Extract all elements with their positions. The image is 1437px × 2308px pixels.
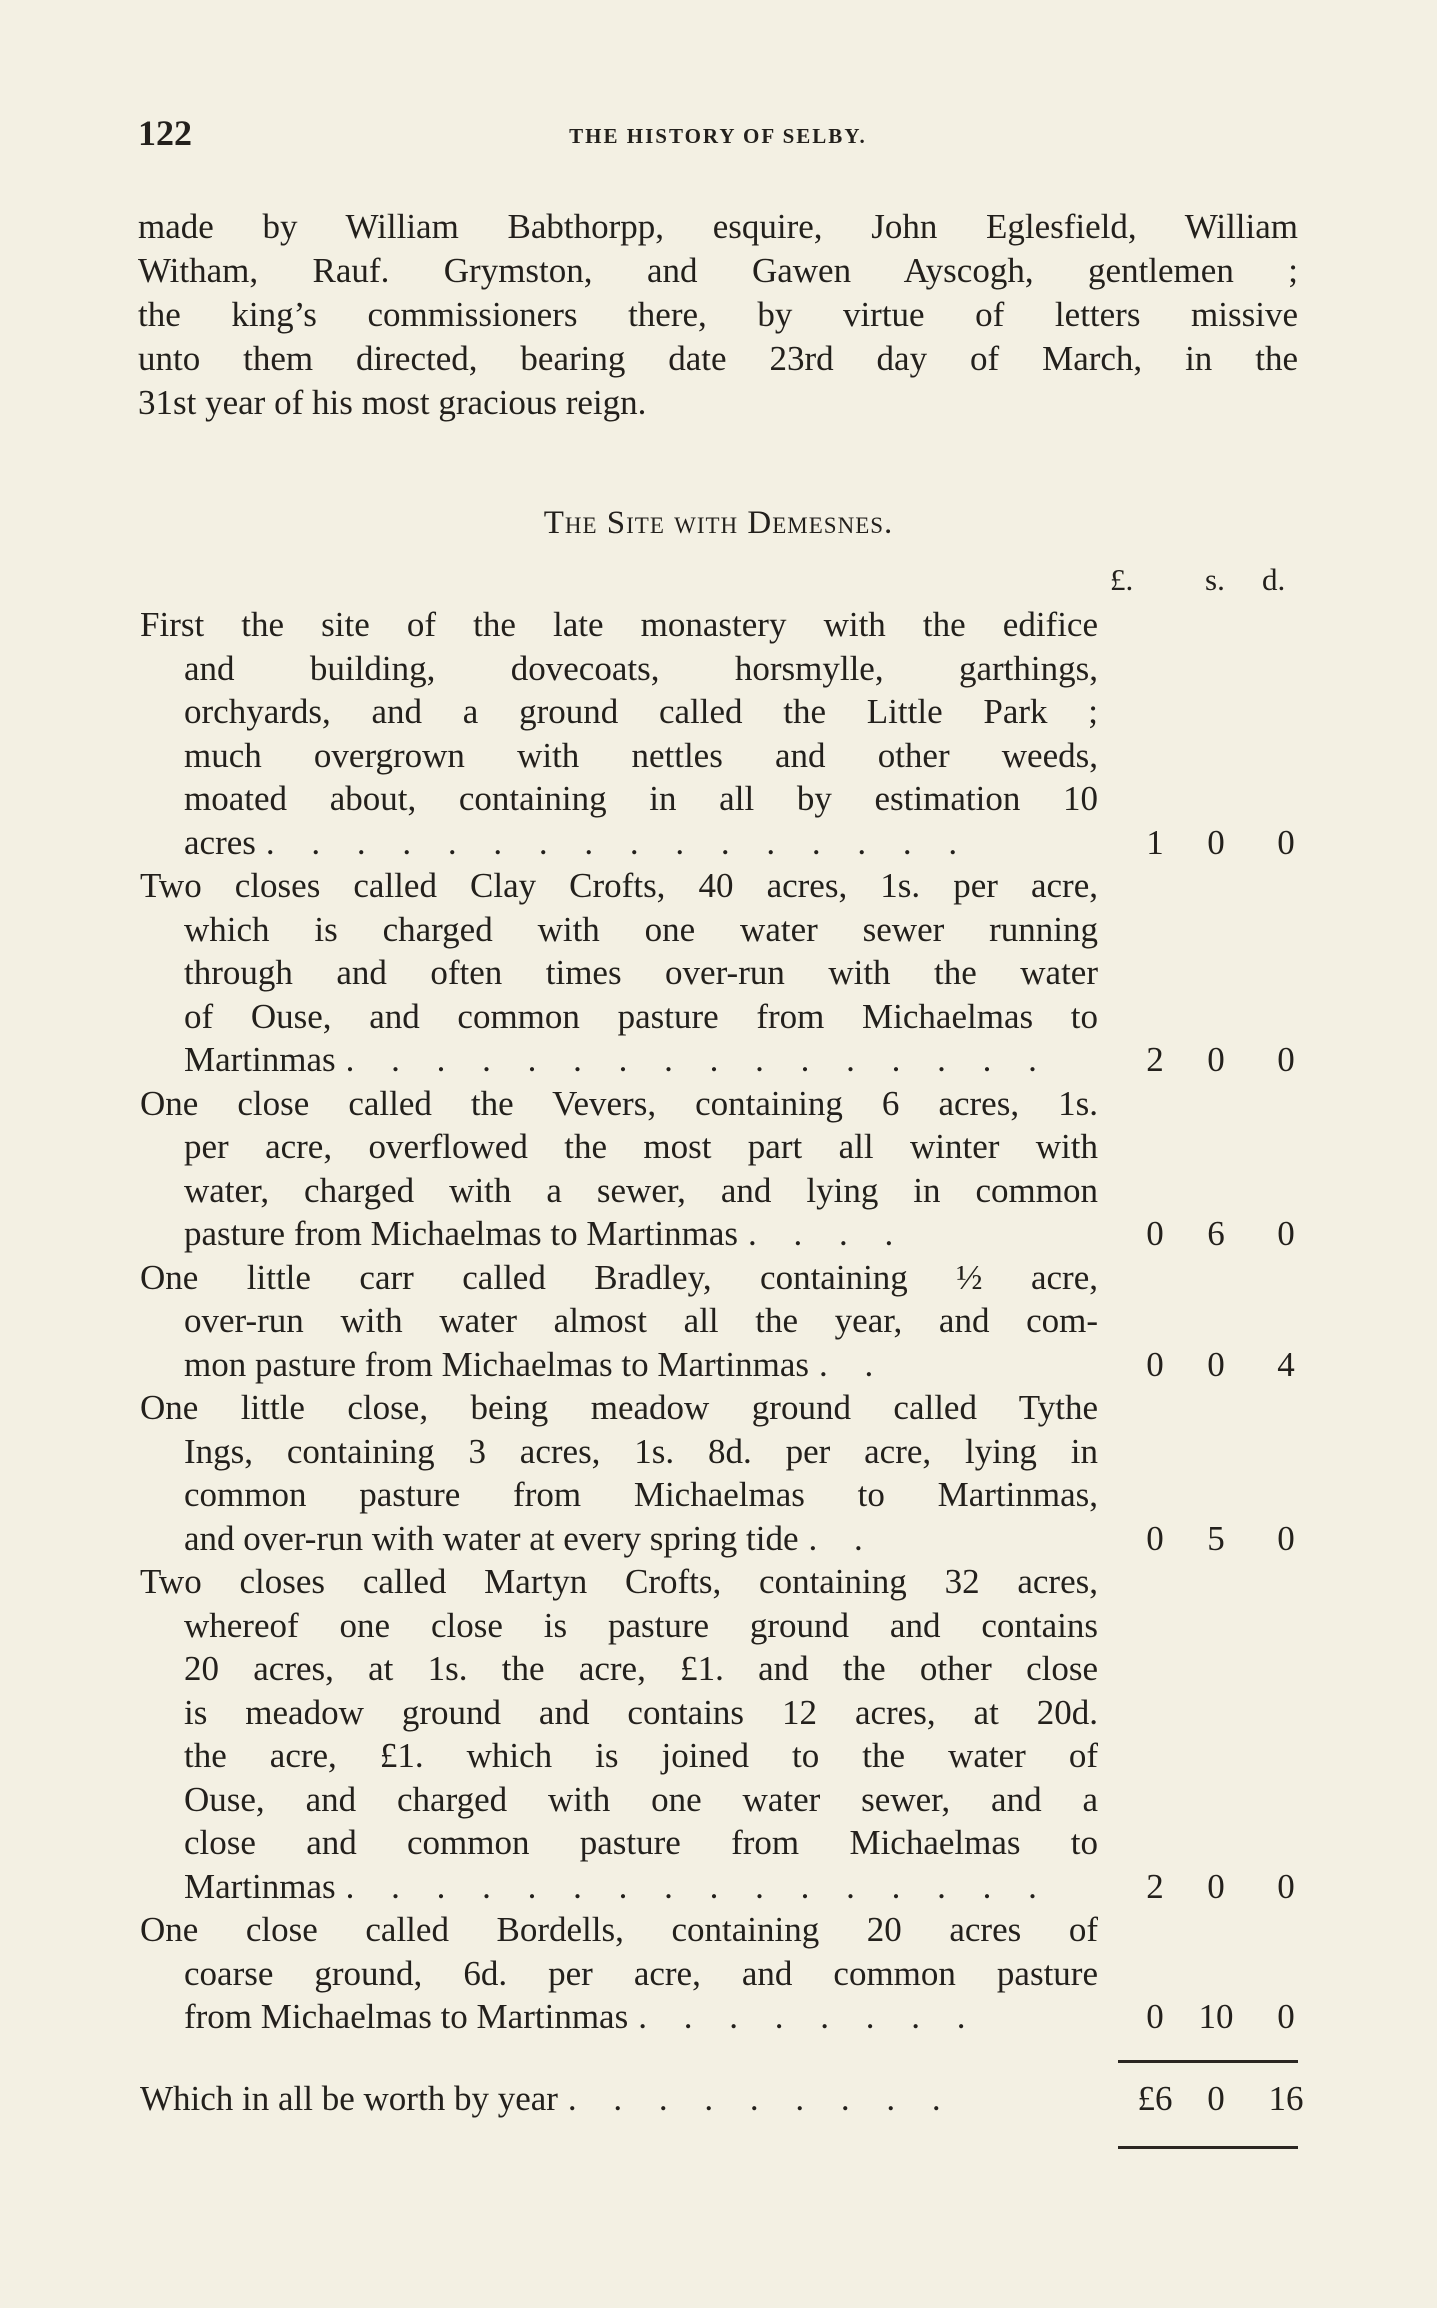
- entry-shillings: 0: [1207, 822, 1225, 862]
- pounds-column-header: £.: [1110, 562, 1134, 597]
- entry-line-text: 20 acres, at 1s. the acre, £1. and the other close: [184, 1649, 1098, 1688]
- entry-line: [0, 647, 1437, 691]
- total-label: [140, 2076, 955, 2122]
- entry-pounds: 1: [1146, 822, 1164, 862]
- total-label-text: Which in all be worth by year: [140, 2079, 558, 2118]
- total-row: [0, 2076, 1437, 2122]
- entry-shillings: 0: [1207, 1040, 1225, 1079]
- intro-line: Witham, Rauf. Grymston, and Gawen Ayscogh, gentlemen ;: [138, 251, 1298, 290]
- entry-line: [0, 908, 1437, 952]
- ledger-entry: [0, 1082, 1437, 1256]
- total-pounds: £6: [1137, 2079, 1173, 2118]
- entry-text: [184, 1734, 1098, 1778]
- entry-line-text: much overgrown with nettles and other weeds,: [184, 735, 1098, 775]
- entry-line-text: the acre, £1. which is joined to the water of: [184, 1736, 1098, 1775]
- entry-line-text: coarse ground, 6d. per acre, and common pasture: [184, 1953, 1098, 1993]
- running-title: THE HISTORY OF SELBY.: [569, 124, 867, 148]
- entry-line: [0, 1125, 1437, 1169]
- entry-line-text: Two closes called Martyn Crofts, containing 32 acres,: [140, 1562, 1098, 1601]
- entry-text: [184, 1647, 1098, 1691]
- entry-line: [0, 1386, 1437, 1430]
- entry-pence: 0: [1277, 1997, 1295, 2036]
- leader-dots: . .: [819, 1344, 888, 1384]
- running-head: [138, 112, 1298, 162]
- entry-line: [0, 734, 1437, 778]
- sum-rule-bottom: [1118, 2146, 1298, 2149]
- entry-line: [0, 1038, 1437, 1082]
- entry-text: [184, 1169, 1098, 1213]
- entry-shillings: 6: [1207, 1214, 1225, 1253]
- entry-line: [0, 690, 1437, 734]
- entry-text: [184, 1212, 1098, 1256]
- entry-text: [140, 1908, 1098, 1952]
- entry-text: [184, 1865, 1098, 1909]
- page-number: 122: [138, 113, 192, 153]
- entry-line-text: One little close, being meadow ground called Tythe: [140, 1388, 1098, 1427]
- entry-line: [0, 1212, 1437, 1256]
- entry-text: [184, 1995, 1098, 2039]
- entry-line: [0, 1604, 1437, 1648]
- entry-line: [0, 1734, 1437, 1778]
- entry-text: [184, 908, 1098, 952]
- ledger-entry: [0, 1560, 1437, 1908]
- entry-line: [0, 1908, 1437, 1952]
- entry-line-text: moated about, containing in all by estimation 10: [184, 779, 1098, 818]
- entry-line-text: common pasture from Michaelmas to Martinmas,: [184, 1475, 1098, 1514]
- total-pence: 16: [1268, 2079, 1304, 2118]
- sum-rule-top: [1118, 2060, 1298, 2063]
- leader-dots: . . . . . . . . .: [567, 2079, 955, 2118]
- entry-text: [184, 821, 1098, 865]
- entry-text: [184, 1952, 1098, 1996]
- entry-shillings: 0: [1207, 1866, 1225, 1906]
- entry-line: [0, 1343, 1437, 1387]
- ledger-entry: [0, 864, 1437, 1082]
- entry-pence: 0: [1277, 1866, 1295, 1906]
- entry-text: [184, 1473, 1098, 1517]
- entry-line: [0, 951, 1437, 995]
- entry-line-text: of Ouse, and common pasture from Michaelmas to: [184, 996, 1098, 1036]
- entry-text: [184, 1778, 1098, 1822]
- entry-text: [184, 1038, 1098, 1082]
- entry-line: [0, 1082, 1437, 1126]
- demesne-entries: [0, 603, 1437, 2039]
- entry-line-text: mon pasture from Michaelmas to Martinmas: [184, 1344, 809, 1384]
- leader-dots: . . . . . . . .: [638, 1997, 980, 2036]
- leader-dots: . . . .: [748, 1214, 908, 1253]
- total-shillings: 0: [1207, 2079, 1225, 2118]
- intro-line: made by William Babthorpp, esquire, John Eglesfield, William: [138, 207, 1298, 246]
- entry-shillings: 5: [1207, 1518, 1225, 1558]
- entry-line-text: orchyards, and a ground called the Little Park ;: [184, 692, 1098, 731]
- entry-text: [184, 951, 1098, 995]
- entry-text: [184, 647, 1098, 691]
- entry-text: [140, 603, 1098, 647]
- entry-line: [0, 1299, 1437, 1343]
- entry-line-text: from Michaelmas to Martinmas: [184, 1997, 629, 2036]
- entry-line-text: Martinmas: [184, 1866, 336, 1906]
- ledger-entry: [0, 1256, 1437, 1387]
- entry-line: [0, 777, 1437, 821]
- entry-line-text: One close called the Vevers, containing 6 acres, 1s.: [140, 1083, 1098, 1123]
- entry-shillings: 0: [1207, 1344, 1225, 1384]
- entry-text: [140, 1256, 1098, 1300]
- entry-text: [140, 1560, 1098, 1604]
- entry-line: [0, 995, 1437, 1039]
- ledger-entry: [0, 603, 1437, 864]
- entry-line: [0, 1256, 1437, 1300]
- leader-dots: . .: [808, 1518, 877, 1558]
- entry-line-text: per acre, overflowed the most part all winter with: [184, 1127, 1098, 1166]
- entry-line: [0, 1865, 1437, 1909]
- leader-dots: . . . . . . . . . . . . . . . .: [345, 1866, 1051, 1906]
- entry-line: [0, 1778, 1437, 1822]
- entry-pence: 0: [1277, 1214, 1295, 1253]
- entry-line: [0, 1821, 1437, 1865]
- entry-line-text: water, charged with a sewer, and lying in common: [184, 1170, 1098, 1210]
- entry-pounds: 2: [1146, 1040, 1164, 1079]
- entry-line-text: Ouse, and charged with one water sewer, and a: [184, 1779, 1098, 1819]
- entry-pounds: 2: [1146, 1866, 1164, 1906]
- entry-line: [0, 1952, 1437, 1996]
- entry-line-text: One close called Bordells, containing 20 acres of: [140, 1910, 1098, 1949]
- entry-text: [184, 1821, 1098, 1865]
- entry-text: [140, 1386, 1098, 1430]
- entry-line-text: One little carr called Bradley, containing ½ acre,: [140, 1257, 1098, 1297]
- entry-text: [184, 1125, 1098, 1169]
- entry-line: [0, 1995, 1437, 2039]
- entry-pounds: 0: [1146, 1344, 1164, 1384]
- entry-line: [0, 821, 1437, 865]
- entry-pence: 0: [1277, 822, 1295, 862]
- leader-dots: . . . . . . . . . . . . . . . .: [345, 1040, 1051, 1079]
- pence-column-header: d.: [1262, 562, 1286, 597]
- entry-text: [184, 1691, 1098, 1735]
- entry-pounds: 0: [1146, 1214, 1164, 1253]
- entry-pence: 0: [1277, 1040, 1295, 1079]
- entry-pence: 0: [1277, 1518, 1295, 1558]
- entry-text: [184, 777, 1098, 821]
- entry-line-text: Two closes called Clay Crofts, 40 acres, 1s. per acre,: [140, 866, 1098, 905]
- money-column-headers: [1100, 562, 1300, 606]
- entry-line-text: acres: [184, 822, 256, 862]
- entry-line-text: over-run with water almost all the year, and com-: [184, 1301, 1098, 1340]
- entry-line-text: pasture from Michaelmas to Martinmas: [184, 1214, 739, 1253]
- entry-text: [184, 1604, 1098, 1648]
- entry-shillings: 10: [1198, 1997, 1234, 2036]
- entry-line-text: and over-run with water at every spring tide: [184, 1518, 799, 1558]
- entry-text: [184, 995, 1098, 1039]
- entry-text: [184, 1299, 1098, 1343]
- entry-text: [140, 864, 1098, 908]
- entry-pounds: 0: [1146, 1997, 1164, 2036]
- intro-paragraph: [138, 205, 1298, 425]
- leader-dots: . . . . . . . . . . . . . . . .: [265, 822, 972, 862]
- entry-text: [184, 1517, 1098, 1561]
- entry-pounds: 0: [1146, 1518, 1164, 1558]
- entry-pence: 4: [1277, 1344, 1295, 1384]
- entry-line: [0, 864, 1437, 908]
- intro-line: 31st year of his most gracious reign.: [138, 383, 647, 422]
- entry-line-text: and building, dovecoats, horsmylle, garthings,: [184, 648, 1098, 688]
- entry-line-text: is meadow ground and contains 12 acres, at 20d.: [184, 1692, 1098, 1732]
- entry-line-text: close and common pasture from Michaelmas to: [184, 1823, 1098, 1862]
- ledger-entry: [0, 1908, 1437, 2039]
- entry-line: [0, 1169, 1437, 1213]
- ledger-entry: [0, 1386, 1437, 1560]
- entry-line-text: through and often times over-run with the water: [184, 953, 1098, 992]
- section-title: The Site with Demesnes.: [543, 505, 894, 541]
- intro-line: unto them directed, bearing date 23rd day of March, in the: [138, 339, 1298, 378]
- entry-text: [184, 690, 1098, 734]
- entry-line-text: which is charged with one water sewer running: [184, 909, 1098, 949]
- entry-line: [0, 1517, 1437, 1561]
- entry-text: [184, 1430, 1098, 1474]
- entry-line: [0, 603, 1437, 647]
- entry-line-text: Martinmas: [184, 1040, 336, 1079]
- shillings-column-header: s.: [1205, 562, 1225, 597]
- entry-text: [140, 1082, 1098, 1126]
- entry-line: [0, 1647, 1437, 1691]
- entry-text: [184, 734, 1098, 778]
- entry-text: [184, 1343, 1098, 1387]
- entry-line-text: First the site of the late monastery with the edifice: [140, 605, 1098, 644]
- entry-line: [0, 1691, 1437, 1735]
- entry-line-text: whereof one close is pasture ground and contains: [184, 1605, 1098, 1645]
- entry-line-text: Ings, containing 3 acres, 1s. 8d. per acre, lying in: [184, 1431, 1098, 1471]
- entry-line: [0, 1560, 1437, 1604]
- entry-line: [0, 1473, 1437, 1517]
- intro-line: the king’s commissioners there, by virtue of letters missive: [138, 295, 1298, 334]
- entry-line: [0, 1430, 1437, 1474]
